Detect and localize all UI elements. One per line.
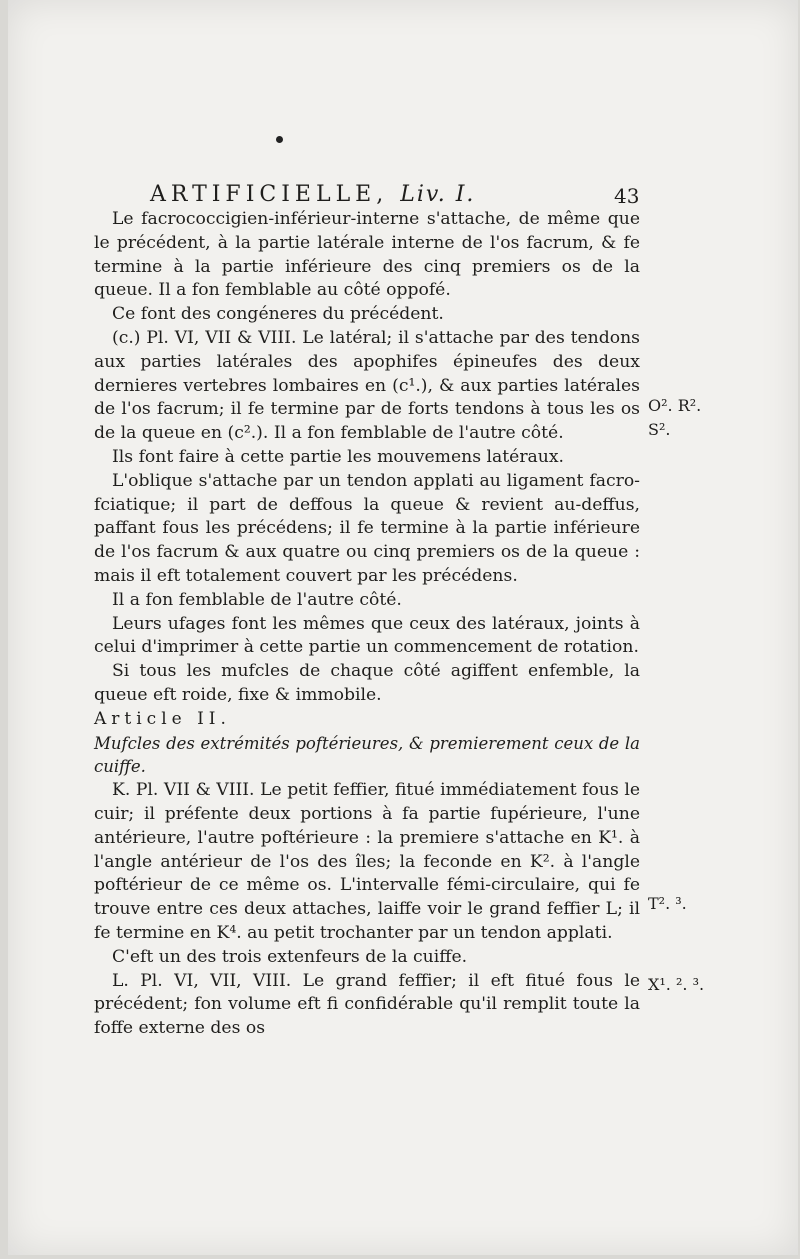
paragraph-4: Ils font faire à cette partie les mouvemens latéraux. [112,446,565,467]
paragraph-11: L. Pl. VI, VII, VIII. Le grand feffier; il eft fitué fous le précédent; fon volume eft fi confidérable qu'il remplit toute la foffe externe des os [94,970,640,1039]
paragraph-2: Ce font des congéneres du précédent. [112,304,444,325]
page-number: 43 [614,184,640,208]
margin-note-4: X¹. ². ³. [648,975,705,994]
book-label: Liv. I. [400,182,476,207]
paragraph-10: C'eft un des trois extenfeurs de la cuiffe. [112,946,468,967]
article-subtitle: Mufcles des extrémités poftérieures, & premierement ceux de la cuiffe. [94,733,640,777]
paragraph-1: Le facrococcigien-inférieur-interne s'attache, de même que le précédent, à la partie latérale interne de l'os facrum, & fe termine à la partie inférieure des cinq premiers os de la queue. Il a fon femblable au côté oppofé. [94,209,640,301]
margin-note-3: T². ³. [648,894,687,913]
paragraph-5: L'oblique s'attache par un tendon applati au ligament facro-fciatique; il part de deffous la queue & revient au-deffus, paffant fous les précédens; il fe termine à la partie inférieure de l'os facrum & aux quatre ou cinq premiers os de la queue : mais il eft totalement couvert par les précédens. [94,470,640,586]
ink-dot [276,136,283,143]
running-title: ARTIFICIELLE, [150,182,389,207]
paragraph-8: Si tous les mufcles de chaque côté agiffent enfemble, la queue eft roide, fixe & immobile. [94,661,640,705]
book-page [8,0,798,1255]
margin-note-1: O². R². [648,396,702,415]
paragraph-6: Il a fon femblable de l'autre côté. [112,589,402,610]
paragraph-9: K. Pl. VII & VIII. Le petit feffier, fitué immédiatement fous le cuir; il préfente deux portions à fa partie fupérieure, l'une antérieure, l'autre poftérieure : la premiere s'attache en K¹. à l'angle antérieur de l'os des îles; la feconde en K². à l'angle poftérieur de ce même os. L'intervalle fémi-circulaire, qui fe trouve entre ces deux attaches, laiffe voir le grand feffier L; il fe termine en K⁴. au petit trochanter par un tendon applati. [94,780,640,943]
article-heading: Article II. [94,708,231,729]
paragraph-3: (c.) Pl. VI, VII & VIII. Le latéral; il s'attache par des tendons aux parties latérales des apophifes épineufes des deux dernieres vertebres lombaires en (c¹.), & aux parties latérales de l'os facrum; il fe termine par de forts tendons à tous les os de la queue en (c².). Il a fon femblable de l'autre côté. [94,327,640,444]
main-text [94,208,640,1041]
margin-note-2: S². [648,420,671,439]
paragraph-7: Leurs ufages font les mêmes que ceux des latéraux, joints à celui d'imprimer à cette partie un commencement de rotation. [94,613,640,658]
